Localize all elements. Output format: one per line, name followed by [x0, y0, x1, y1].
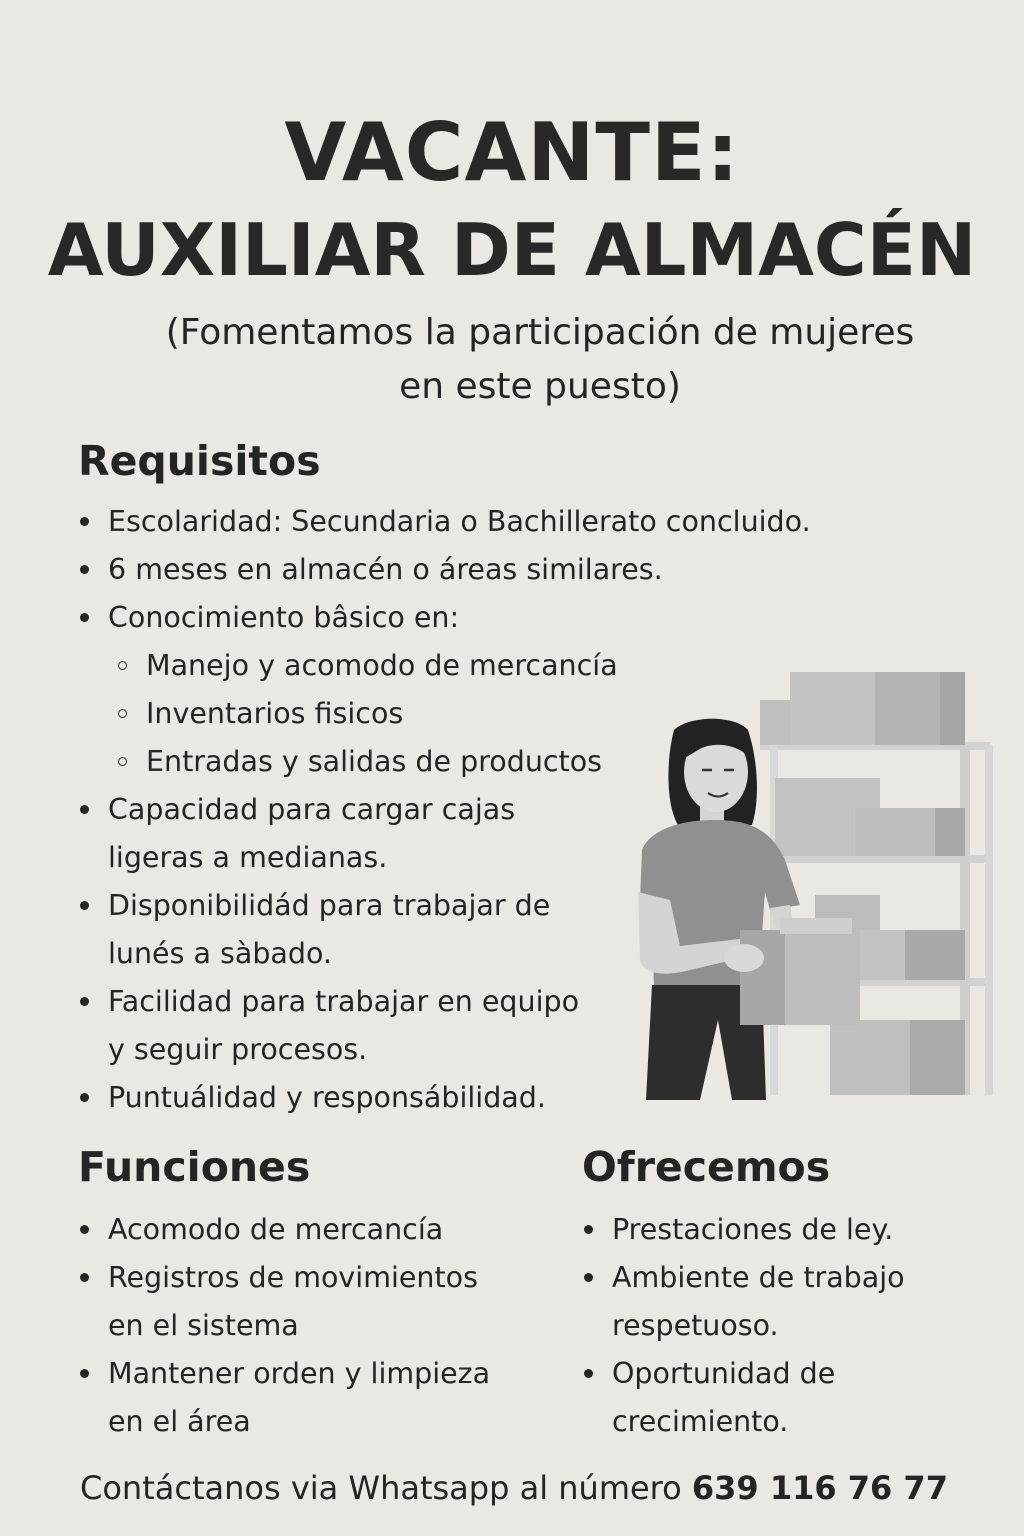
list-item: Acomodo de mercancía [78, 1206, 490, 1254]
sub-list-item: Entradas y salidas de productos [78, 738, 811, 786]
list-item: Puntuálidad y responsábilidad. [78, 1074, 811, 1122]
box-icon [760, 672, 965, 745]
contact-line [80, 1466, 948, 1510]
list-item-continuation: ligeras a medianas. [108, 841, 388, 874]
list-item-continuation: respetuoso. [612, 1309, 779, 1342]
list-item: Oportunidad de [582, 1350, 905, 1398]
box-icon [775, 778, 965, 856]
list-item: Capacidad para cargar cajas [78, 786, 811, 834]
warehouse-worker-illustration [630, 660, 1000, 1105]
contact-text: Contáctanos via Whatsapp al número [80, 1469, 692, 1507]
list-item: Registros de movimientos [78, 1254, 490, 1302]
list-item-continuation: y seguir procesos. [108, 1033, 368, 1066]
list-item: Facilidad para trabajar en equipo [78, 978, 811, 1026]
sub-list-item: Inventarios fisicos [78, 690, 811, 738]
requisitos-heading: Requisitos [78, 437, 321, 485]
list-item: Conocimiento bâsico en: [78, 594, 811, 642]
list-item-continuation: en el sistema [108, 1309, 299, 1342]
list-item: 6 meses en almacén o áreas similares. [78, 546, 811, 594]
ofrecemos-list [582, 1206, 905, 1446]
subtitle-line-1: (Fomentamos la participación de mujeres [165, 312, 915, 353]
contact-phone: 639 116 76 77 [691, 1469, 948, 1507]
sub-list-item: Manejo y acomodo de mercancía [78, 642, 811, 690]
subtitle [40, 306, 1024, 414]
list-item-continuation: en el área [108, 1405, 251, 1438]
title-line-1: VACANTE: [284, 106, 740, 199]
list-item-continuation: crecimiento. [612, 1405, 789, 1438]
list-item: Ambiente de trabajo [582, 1254, 905, 1302]
list-item: Escolaridad: Secundaria o Bachillerato concluido. [78, 498, 811, 546]
list-item: Mantener orden y limpieza [78, 1350, 490, 1398]
list-item: Prestaciones de ley. [582, 1206, 905, 1254]
title-line-2: AUXILIAR DE ALMACÉN [47, 208, 977, 292]
funciones-list [78, 1206, 490, 1446]
funciones-heading: Funciones [78, 1143, 311, 1191]
list-item-continuation: lunés a sàbado. [108, 937, 332, 970]
ofrecemos-heading: Ofrecemos [582, 1143, 831, 1191]
subtitle-line-2: en este puesto) [399, 366, 681, 407]
list-item: Disponibilidád para trabajar de [78, 882, 811, 930]
